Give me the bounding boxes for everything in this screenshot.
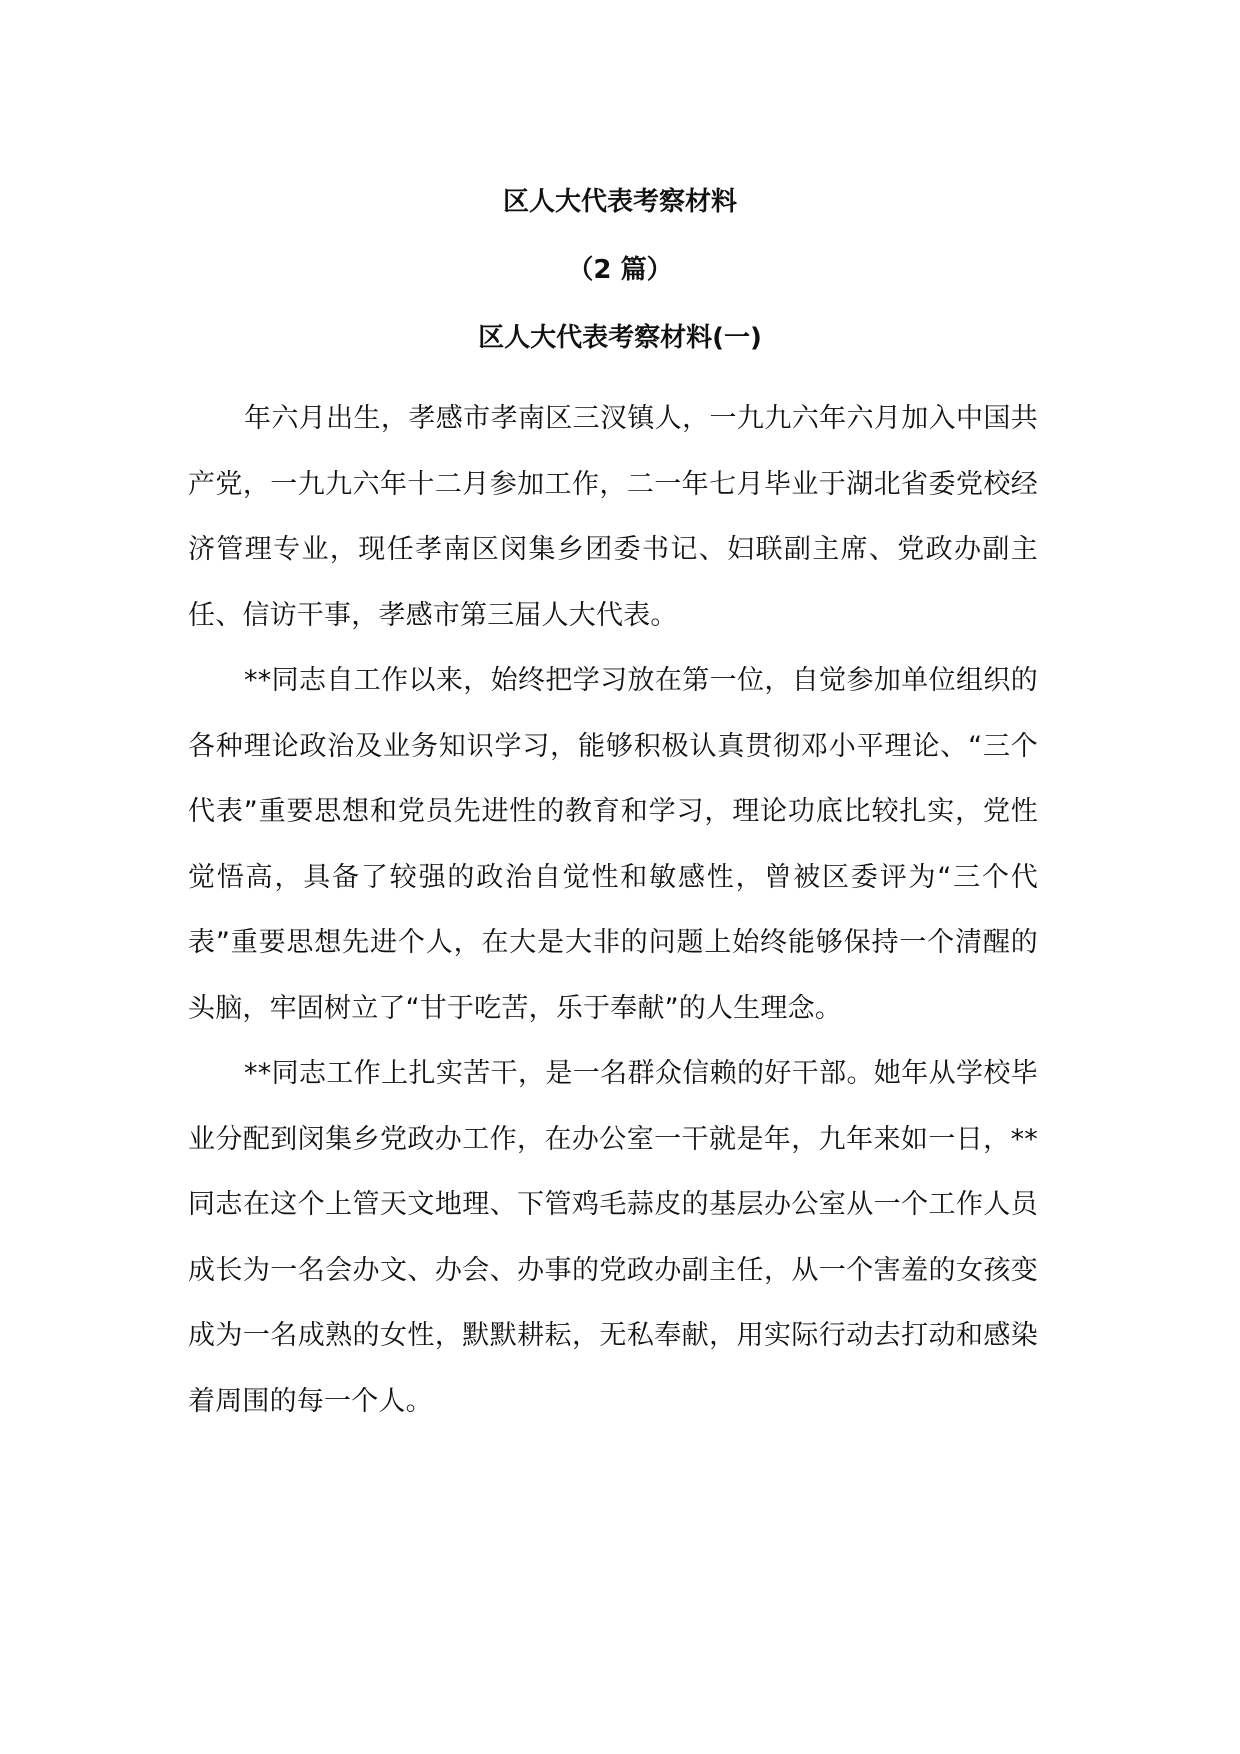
paragraph-1: 年六月出生，孝感市孝南区三汊镇人，一九九六年六月加入中国共产党，一九九六年十二月参加工作，二一年七月毕业于湖北省委党校经济管理专业，现任孝南区闵集乡团委书记、妇联副主席、党政办副主任、信访干事，孝感市第三届人大代表。: [188, 403, 1038, 631]
paragraph-2: **同志自工作以来，始终把学习放在第一位，自觉参加单位组织的各种理论政治及业务知识学习，能够积极认真贯彻邓小平理论、“三个代表”重要思想和党员先进性的教育和学习，理论功底比较扎实，党性觉悟高，具备了较强的政治自觉性和敏感性，曾被区委评为“三个代表”重要思想先进个人，在大是大非的问题上始终能够保持一个清醒的头脑，牢固树立了“甘于吃苦，乐于奉献”的人生理念。: [188, 665, 1038, 1024]
document-body: [188, 386, 1038, 1434]
paragraph-3: **同志工作上扎实苦干，是一名群众信赖的好干部。她年从学校毕业分配到闵集乡党政办工作，在办公室一干就是年，九年来如一日，**同志在这个上管天文地理、下管鸡毛蒜皮的基层办公室从一个工作人员成长为一名会办文、办会、办事的党政办副主任，从一个害羞的女孩变成为一名成熟的女性，默默耕耘，无私奉献，用实际行动去打动和感染着周围的每一个人。: [188, 1058, 1038, 1417]
document-title: 区人大代表考察材料: [502, 187, 737, 217]
section-title: 区人大代表考察材料(一): [478, 323, 762, 353]
document-count: （2 篇）: [567, 255, 673, 285]
